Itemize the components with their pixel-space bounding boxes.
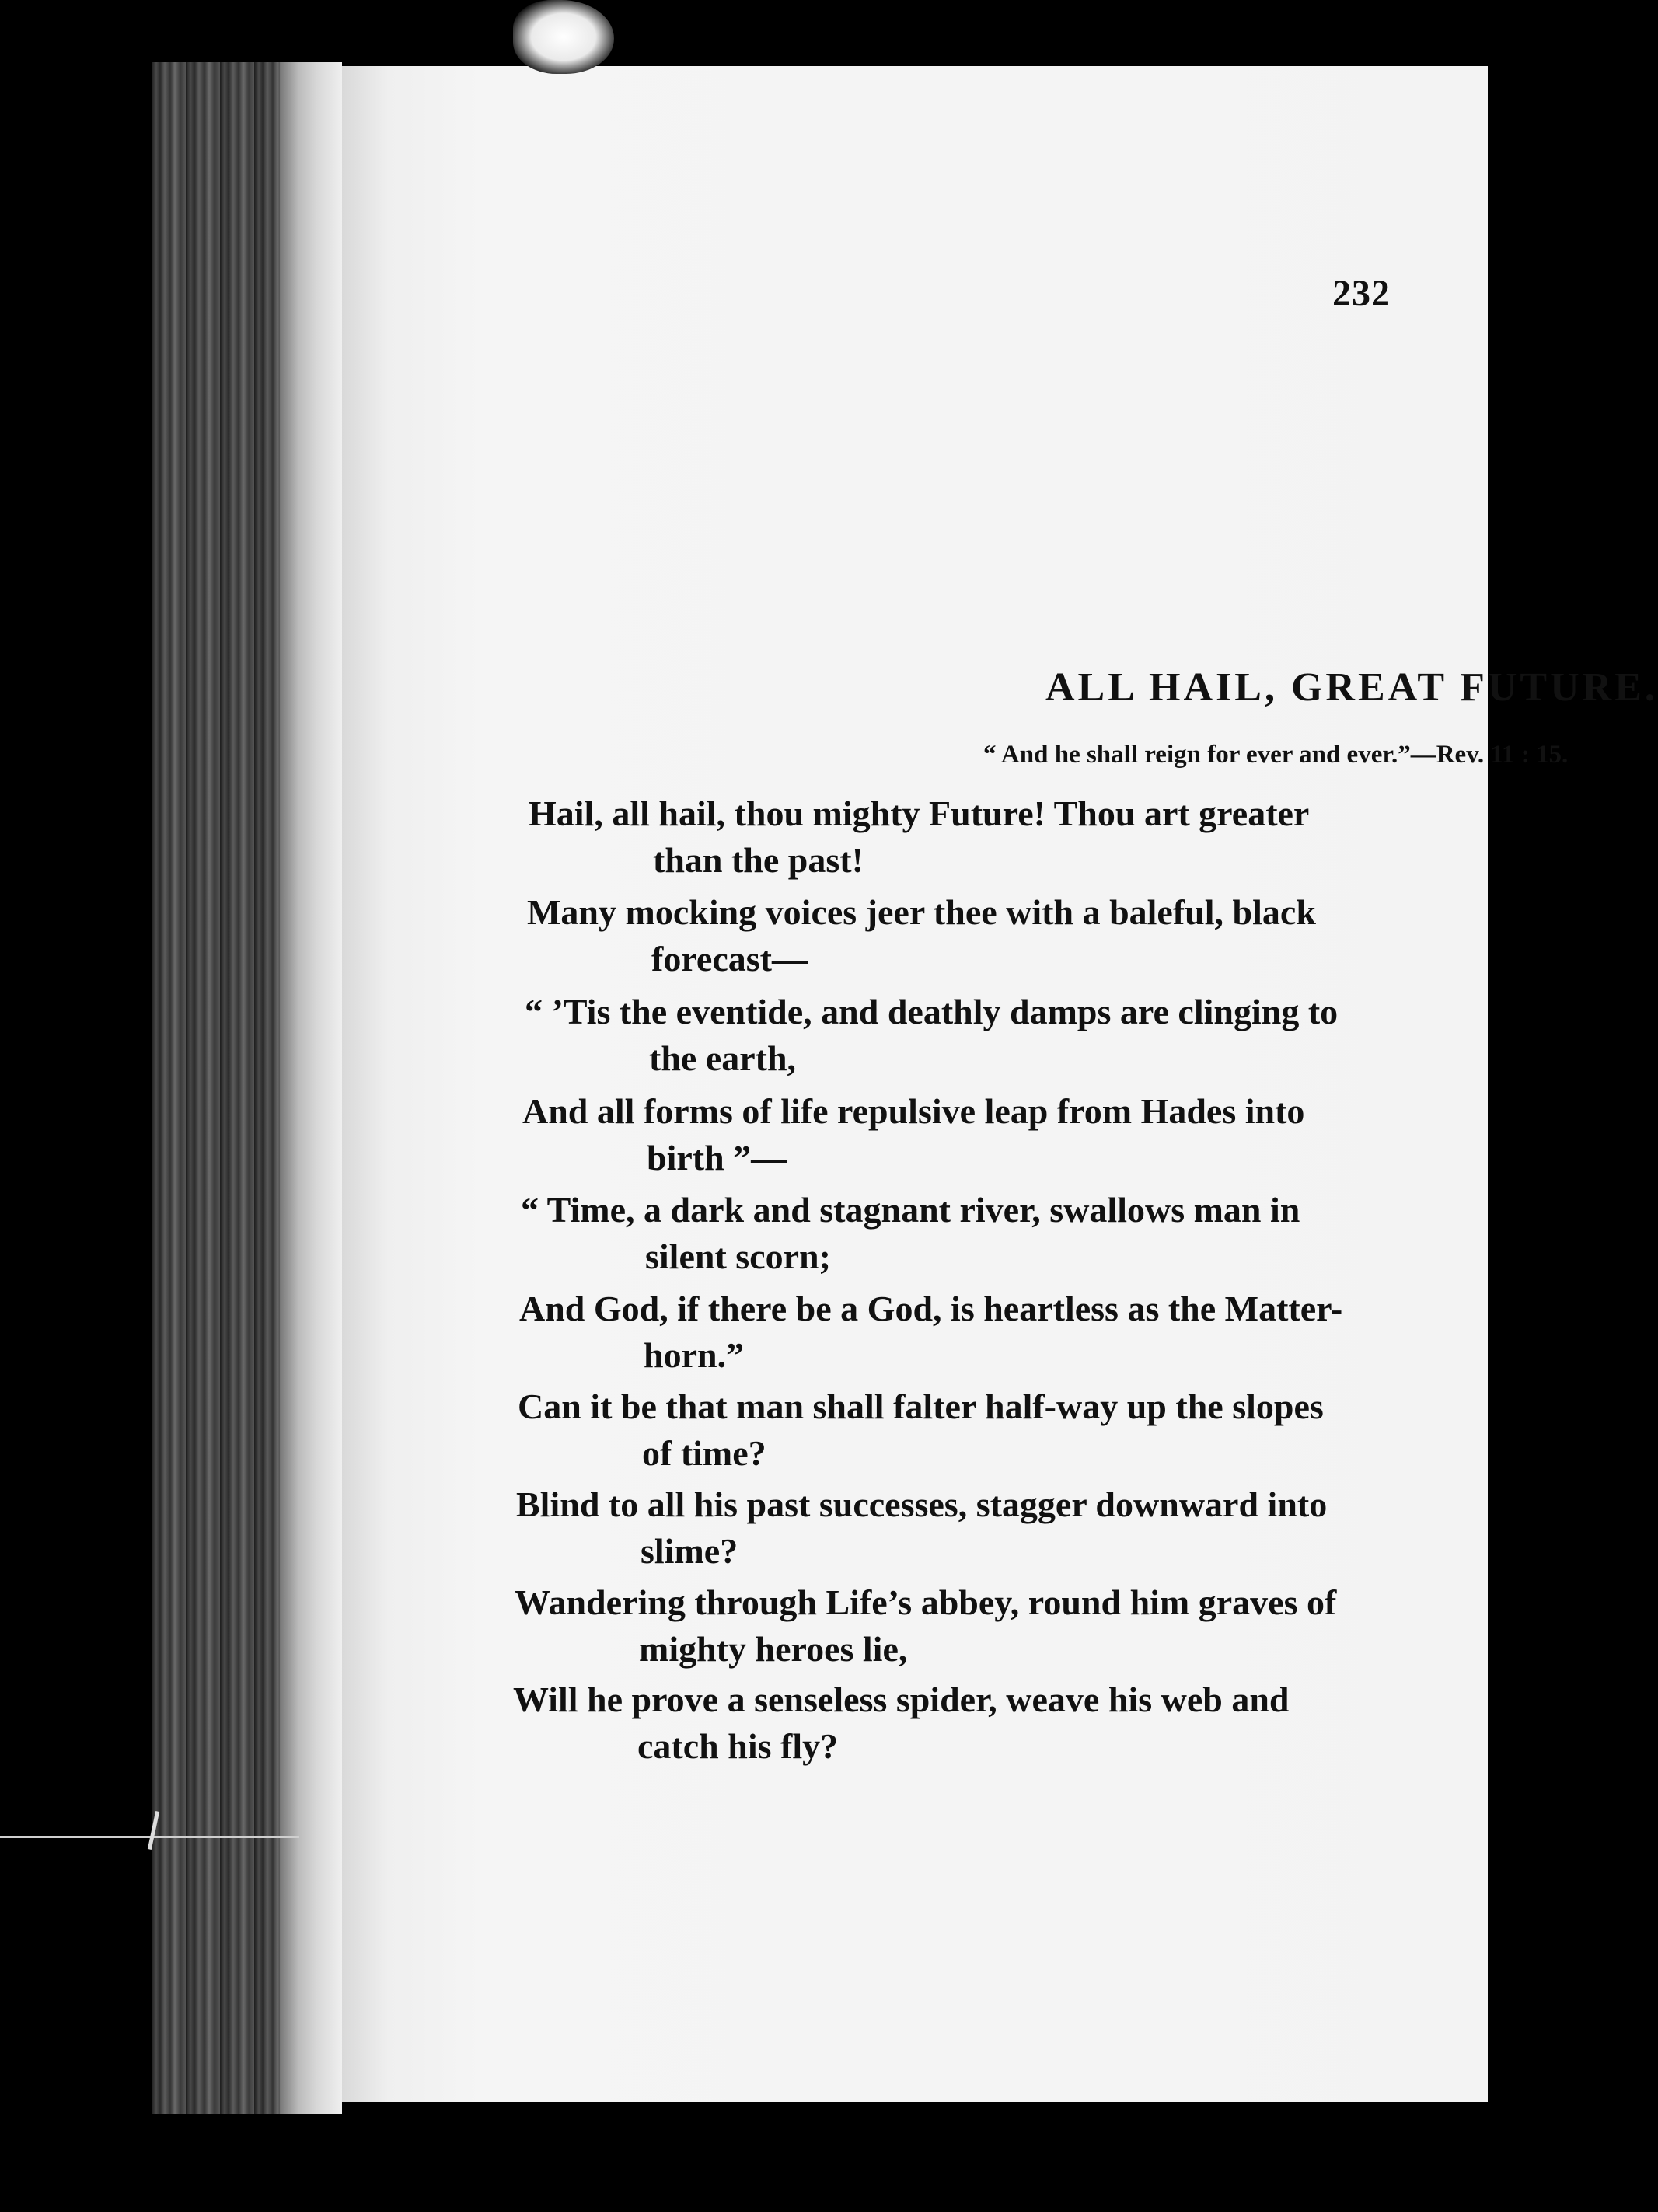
poem-line: “ Time, a dark and stagnant river, swallows man in (521, 1190, 1300, 1230)
poem-line: Wandering through Life’s abbey, round him graves of (515, 1582, 1337, 1622)
poem-line-continuation: of time? (642, 1433, 766, 1473)
poem-line: Hail, all hail, thou mighty Future! Thou art greater (529, 794, 1310, 833)
poem-line: Can it be that man shall falter half-way up the slopes (518, 1387, 1324, 1426)
poem-line-continuation: birth ”— (647, 1138, 787, 1178)
page-edge (280, 62, 342, 2114)
poem-line: Many mocking voices jeer thee with a baleful, black (527, 892, 1316, 932)
poem-line-continuation: horn.” (644, 1335, 745, 1375)
poem-epigraph: “ And he shall reign for ever and ever.”—Rev. 11 : 15. (983, 741, 1569, 769)
page-number: 232 (1332, 273, 1391, 314)
poem-line: Will he prove a senseless spider, weave his web and (513, 1680, 1290, 1719)
poem-line-continuation: silent scorn; (645, 1237, 831, 1276)
poem-title: ALL HAIL, GREAT FUTURE. (1045, 665, 1658, 710)
book-page (342, 66, 1658, 2102)
poem-line-continuation: catch his fly? (637, 1726, 839, 1766)
paper-damage-mark (513, 0, 614, 74)
poem-line: And all forms of life repulsive leap from Hades into (522, 1091, 1305, 1131)
poem-line-continuation: forecast— (651, 939, 808, 979)
poem-line: And God, if there be a God, is heartless as the Matter- (519, 1289, 1343, 1328)
poem-line-continuation: mighty heroes lie, (639, 1629, 908, 1669)
poem-line: Blind to all his past successes, stagger downward into (516, 1485, 1328, 1524)
poem-line-continuation: slime? (641, 1531, 738, 1571)
poem-line-continuation: the earth, (649, 1038, 797, 1078)
poem-line-continuation: than the past! (653, 840, 864, 880)
poem-line: “ ’Tis the eventide, and deathly damps are clinging to (525, 992, 1339, 1031)
